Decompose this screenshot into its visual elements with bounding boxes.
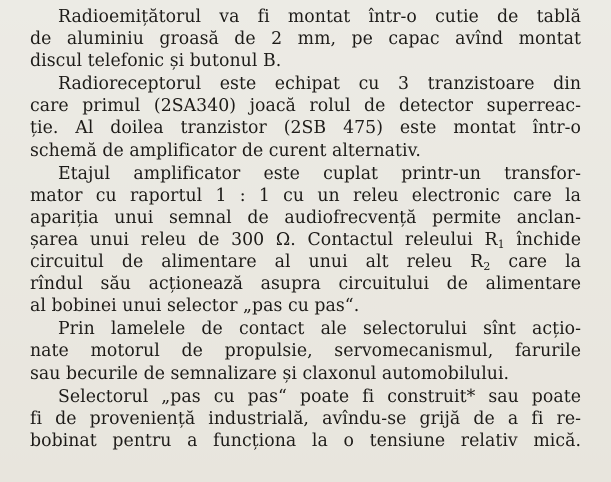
- text-line: ție. Al doilea tranzistor (2SB 475) este montat într-o: [30, 118, 581, 139]
- text-line: Etajul amplificator este cuplat printr-un transfor-: [58, 163, 581, 184]
- text-line: nate motorul de propulsie, servomecanismul, farurile: [30, 341, 581, 362]
- text-line: al bobinei unui selector „pas cu pas“.: [30, 296, 360, 317]
- paragraph-radio-receiver: [30, 73, 581, 161]
- text-line: Prin lamelele de contact ale selectorului sînt acțio-: [58, 319, 581, 340]
- text-run: închide: [504, 229, 581, 250]
- text-line: fi de proveniență industrială, avîndu-se grijă de a fi re-: [30, 408, 581, 429]
- text-line: mator cu raportul 1 : 1 cu un releu electronic care la: [30, 185, 581, 206]
- text-line: de aluminiu groasă de 2 mm, pe capac avînd montat: [30, 29, 581, 50]
- text-line: Selectorul „pas cu pas“ poate fi construit* sau poate: [58, 386, 581, 407]
- text-line: apariția unui semnal de audiofrecvență permite anclan-: [30, 207, 581, 228]
- paragraph-amplifier-stage: [30, 163, 581, 318]
- text-line: bobinat pentru a funcționa la o tensiune relativ mică.: [30, 430, 581, 451]
- text-line: schemă de amplificator de curent alternativ.: [30, 140, 421, 161]
- text-line: care primul (2SA340) joacă rolul de detector superreac-: [30, 96, 581, 117]
- subscript: 2: [483, 260, 491, 274]
- text-line: Radioreceptorul este echipat cu 3 tranzistoare din: [58, 74, 581, 95]
- text-line: discul telefonic și butonul B.: [30, 51, 282, 72]
- text-line: sau becurile de semnalizare și claxonul automobilului.: [30, 363, 510, 384]
- subscript: 1: [497, 237, 505, 251]
- text-line-with-subscript: [30, 251, 581, 273]
- text-run: șarea unui releu de 300 Ω. Contactul releului R: [30, 229, 498, 250]
- paragraph-selector-construction: [30, 386, 581, 452]
- paragraph-selector-contacts: [30, 318, 581, 384]
- text-line: rîndul său acționează asupra circuitului de alimentare: [30, 274, 581, 295]
- text-line-with-subscript: [30, 229, 581, 251]
- text-line: Radioemițătorul va fi montat într-o cutie de tablă: [58, 7, 581, 27]
- paragraph-radio-transmitter: [30, 6, 581, 72]
- text-run: care la: [490, 252, 581, 273]
- text-run: circuitul de alimentare al unui alt releu R: [30, 252, 484, 273]
